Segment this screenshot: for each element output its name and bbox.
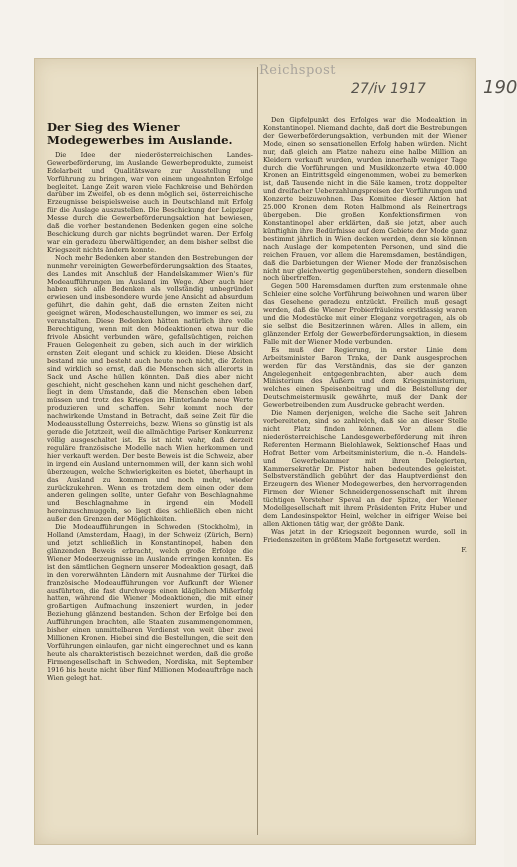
article-headline: Der Sieg des Wiener Modegewerbes im Auslande.	[47, 120, 233, 148]
left-paragraph: Die Idee der niederösterreichischen Landes-Gewerbeförderung, im Auslande Gewerbeprodukte, zumeist Edelarbeit und Qualitätsware zur Ausstellung und Vorführung zu bringen, war von einem ungeahnten Erfolge begleitet. Lange Zeit waren viele Fachkreise und Behörden darüber im Zweifel, ob es denn möglich sei, österreichische Erzeugnisse beispielsweise auch in Deutschland mit Erfolg für die Auslage auszustellen. Die Beschickung der Leipziger Messe durch die Gewerbeförderungsaktion hat bewiesen, daß die vorher bestandenen Bedenken gegen eine solche Beschickung durch gar nichts begründet waren. Der Erfolg war ein geradezu überwältigender, an dem bisher selbst die Kriegszeit nichts ändern konnte.	[47, 150, 253, 254]
article-signature: F.	[461, 545, 467, 554]
right-paragraph: Was jetzt in der Kriegszeit begonnen wurde, soll in Friedenszeiten in größtem Maße fortgesetzt werden.	[263, 527, 467, 544]
right-paragraph: Gegen 500 Haremsdamen durften zum erstenmale ohne Schleier eine solche Vorführung beiwohnen und waren über das Gesehene geradezu entzückt. Freilich muß gesagt werden, daß die Wiener Probierfräuleins erstklassig waren und die Modestücke mit einer Eleganz vorgetragen, als ob sie selbst die Besitzerinnen wären. Alles in allem, ein glänzender Erfolg der Gewerbeförderungsaktion, in diesem Falle mit der Wiener Mode verbunden.	[263, 282, 467, 346]
right-paragraph: Es muß der Regierung, in erster Linie dem Arbeitsminister Baron Trnka, der Dank ausgesprochen werden für das Verständnis, das sie der ganzen Angelegenheit entgegenbrachten, aber auch dem Ministerium des Äußern und dem Kriegsministerium, welches einen Speisenbeitrag und die Beistellung der Deutschmeistermusik gewährte, muß der Dank der Gewerbetreibenden zum Ausdrucke gebracht werden.	[263, 345, 467, 410]
handwritten-number: 190	[483, 77, 517, 98]
right-column	[263, 117, 467, 555]
handwritten-date: 27/iv 1917	[351, 81, 426, 97]
left-column	[47, 121, 253, 683]
newspaper-clipping	[34, 58, 517, 845]
left-paragraph: Noch mehr Bedenken aber standen den Bestrebungen der nunmehr vereinigten Gewerbeförderungsaktion des Staates, des Landes mit Anschluß der Handelskammer Wien's für Modeaufführungen im Ausland im Wege. Aber auch hier haben sich alle Bedenken als vollständig unbegründet erwiesen und insbesondere wurde jene Ansicht ad absurdum geführt, die dahin geht, daß die ernsten Zeiten nicht geeignet wären, Modeschaustellungen, wo immer es sei, zu veranstalten. Diese Bedenken hätten natürlich ihre volle Berechtigung, wenn mit den Modeaktionen etwa nur die frivole Absicht verbunden wäre, gefallsüchtigen, reichen Frauen Gelegenheit zu geben, sich auch in der wirklich ernsten Zeit elegant und schick zu kleiden. Diese Absicht bestand nie und besteht auch heute noch nicht, die Zeiten sind wirklich so ernst, daß die Menschen sich allerorts in Sack und Asche hüllen könnten. Daß dies aber nicht geschieht, nicht geschehen kann und nicht geschehen darf, liegt in dem Umstande, daß die Menschen eben leben müssen und trotz des Krieges im Hinterlande neue Werte produzieren und schaffen. Sehr kommt noch der nachwirkende Umstand in Betracht, daß seine Zeit für die Modeausstellung Österreichs, bezw. Wiens so günstig ist als gerade die Jetztzeit, weil die allmächtige Pariser Konkurrenz völlig ausgeschaltet ist. Es ist nicht wahr, daß derzeit reguläre französische Modelle nach Wien herkommen und hier verkauft werden. Der beste Beweis ist die Schweiz, aber in irgend ein Ausland unternommen will, der kann sich wohl überzeugen, welche Schwierigkeiten es bietet, überhaupt in das Ausland zu kommen und noch mehr, wieder zurückzukehren. Wenn es trotzdem dem einen oder dem anderen gelingen sollte, unter Gefahr von Beschlagnahme und Beschlagnahme in irgend ein Modell hereinzuschmuggeln, so liegt dies schließlich eben nicht außer den Grenzen der Möglichkeiten.	[47, 253, 253, 524]
column-divider	[257, 67, 258, 835]
newspaper-stamp: Reichspost	[259, 63, 337, 78]
right-paragraph: Die Namen derjenigen, welche die Sache seit Jahren vorbereiteten, sind so zahlreich, daß sie an dieser Stelle nicht Platz finden können. Vor allem die niederösterreichische Landesgewerbeförderung mit ihren Referenten Hermann Bielohlawek, Sektionschef Haas und Hofrat Better vom Arbeitsministerium, die n.-ö. Handels- und Gewerbekammer mit ihren Delegierten, Kammersekretär Dr. Pistor haben bedeutendes geleistet. Selbstverständlich gebührt der das Hauptverdienst den Erzeugern des Wiener Modegewerbes, den hervorragenden Firmen der Wiener Schneidergenossenschaft mit ihrem tüchtigen Vorsteher Speval an der Spitze, der Wiener Modellgesellschaft mit ihrem Präsidenten Fritz Huber und dem Landesinspektor Heinl, welcher in eifriger Weise bei allen Aktionen tätig war, der größte Dank.	[263, 409, 467, 529]
left-paragraph: Die Modeaufführungen in Schweden (Stockholm), in Holland (Amsterdam, Haag), in der Schweiz (Zürich, Bern) und jetzt schließlich in Konstantinopel, haben den glänzenden Beweis erbracht, welch große Erfolge die Wiener Modeerzeugnisse im Auslande erringen konnten. Es ist den sämtlichen Gegnern unserer Modeaktion gesagt, daß in den vorerwähnten Ländern mit Ausnahme der Türkei die französische Modeaufführungen vor Aufkunft der Wiener ausführten, die fast durchwegs einen kläglichen Mißerfolg hatten, während die Wiener Modeaktionen, die mit einer großartigen Aufmachung inszeniert wurden, in jeder Beziehung glänzend bestanden. Schon der Erfolge bei den Aufführungen brachten, alle Staaten zusammengenommen, bisher einen unmittelbaren Verdienst von weit über zwei Millionen Kronen. Hiebei sind die Bestellungen, die seit den Vorführungen einlaufen, gar nicht eingerechnet und es kann heute als charakteristisch bezeichnet werden, daß die große Firmengesellschaft in Schweden, Nordiska, mit September 1916 bis heute nicht über fünf Millionen Modeaufträge nach Wien gelegt hat.	[47, 523, 253, 682]
right-paragraph: Den Gipfelpunkt des Erfolges war die Modeaktion in Konstantinopel. Niemand dachte, daß dort die Bestrebungen der Gewerbeförderungsaktion, verbunden mit der Wiener Mode, einen so sensationellen Erfolg haben würden. Nicht nur, daß gleich am Platze nahezu eine halbe Million an Kleidern verkauft wurden, wurden innerhalb weniger Tage durch die Vorführungen und Musikkonzerte etwa 40.000 Kronen an Eintrittsgeld eingenommen, wobei zu bemerken ist, daß Tausende nicht in die Säle kamen, trotz doppelter und dreifacher Ueberzahlungspreisen der Vorführungen und Konzerte beizuwohnen. Das Komitee dieser Aktion hat 25.000 Kronen dem Roten Halbmond als Reinertrags übergeben. Die großen Konfektionsfirmen von Konstantinopel aber erklärten, daß sie jetzt, aber auch künftighin ihre Bedürfnisse auf dem Gebiete der Mode ganz bestimmt jährlich in Wien decken werden, denn sie können nach Auslage der kompetenten Personen, und sind die reichen Frauen, vor allem die Haremsdamen, beständigen, daß die Darbietungen der Wiener Mode der französischen nicht nur gleichwertig gegenüberstehen, sondern dieselben noch übertreffen.	[263, 116, 467, 283]
